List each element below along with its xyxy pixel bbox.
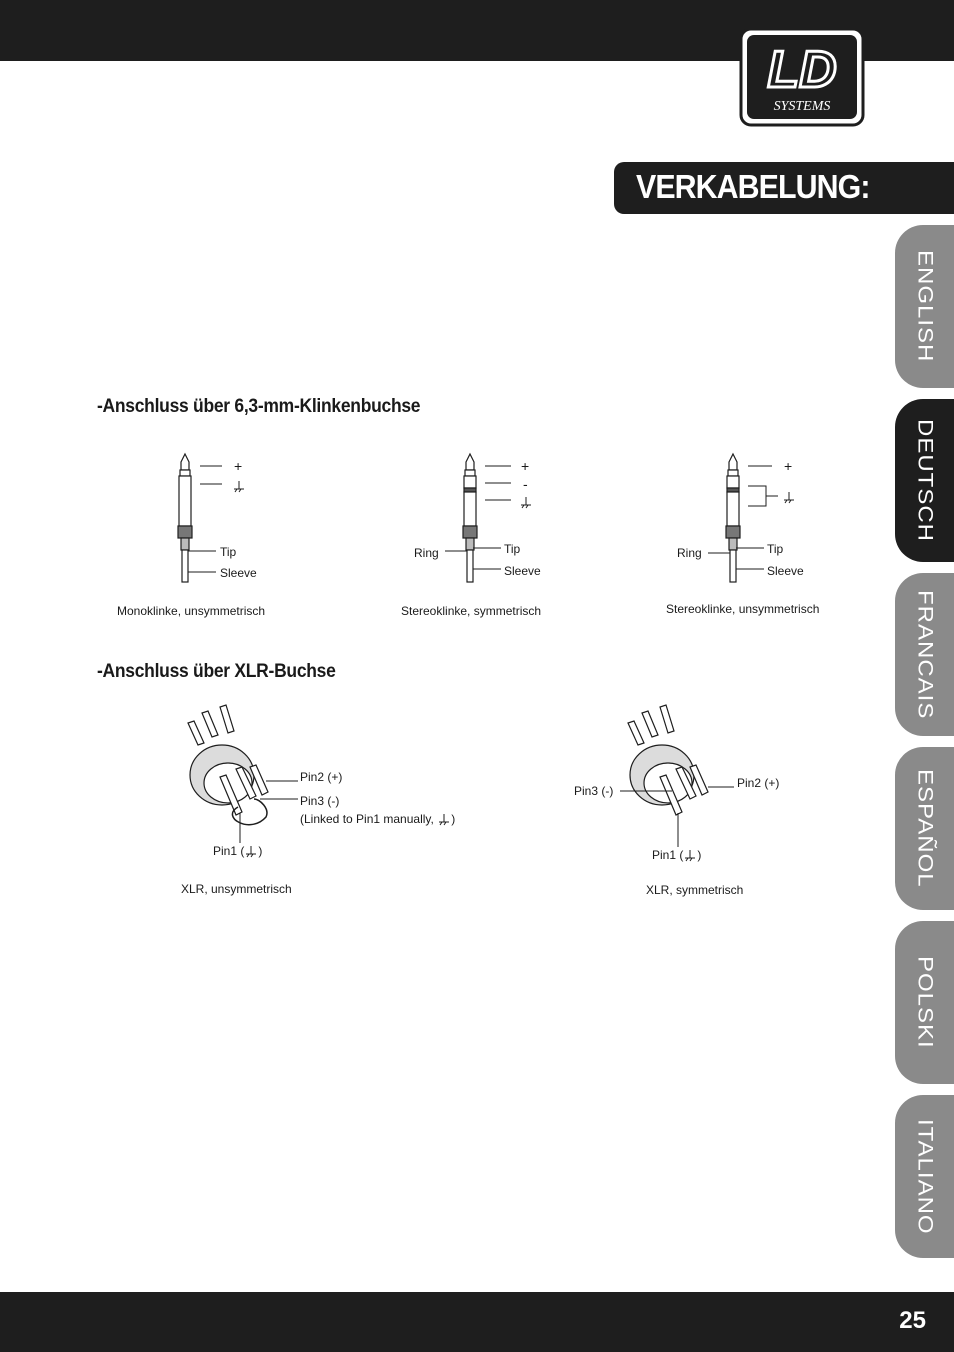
logo-sub-text: SYSTEMS	[773, 99, 831, 114]
tab-deutsch[interactable]: DEUTSCH	[895, 399, 954, 562]
xlr-unsym-linked-note: (Linked to Pin1 manually, )	[300, 812, 456, 826]
bottom-bar	[0, 1292, 954, 1352]
page-title: VERKABELUNG:	[636, 168, 870, 205]
xlr-sym-connector	[620, 695, 750, 845]
mono-plus-label: +	[234, 458, 243, 474]
mono-caption: Monoklinke, unsymmetrisch	[117, 604, 266, 618]
stereo-unsym-sleeve-label: Sleeve	[767, 564, 804, 578]
stereo-unsym-caption: Stereoklinke, unsymmetrisch	[666, 602, 820, 616]
stereo-unsym-plus-label: +	[784, 458, 793, 474]
tab-espanol[interactable]: ESPAÑOL	[895, 747, 954, 910]
stereo-sym-tip-label: Tip	[504, 542, 521, 556]
ground-icon	[437, 813, 451, 827]
stereo-sym-sleeve-label: Sleeve	[504, 564, 541, 578]
ground-icon	[234, 481, 244, 492]
ground-icon	[683, 849, 697, 863]
xlr-unsym-pin3-label: Pin3 (-)	[300, 794, 340, 808]
xlr-section-heading: -Anschluss über XLR-Buchse	[97, 661, 336, 682]
ground-icon	[784, 492, 794, 503]
jack-section-heading: -Anschluss über 6,3-mm-Klinkenbuchse	[97, 396, 421, 417]
xlr-sym-caption: XLR, symmetrisch	[646, 883, 744, 897]
tab-polski[interactable]: POLSKI	[895, 921, 954, 1084]
ld-systems-logo	[739, 27, 865, 127]
mono-tip-label: Tip	[220, 545, 237, 559]
tab-italiano[interactable]: ITALIANO	[895, 1095, 954, 1258]
ground-icon	[244, 845, 258, 859]
stereo-sym-ring-label: Ring	[414, 546, 439, 560]
mono-sleeve-label: Sleeve	[220, 566, 257, 580]
stereo-sym-caption: Stereoklinke, symmetrisch	[401, 604, 542, 618]
xlr-sym-pin3-label: Pin3 (-)	[574, 784, 614, 798]
logo-main-text: LD	[767, 41, 837, 99]
xlr-sym-pin2-label: Pin2 (+)	[737, 776, 780, 790]
ground-icon	[521, 497, 531, 508]
stereo-sym-minus-label: -	[523, 476, 528, 492]
xlr-sym-pin1-label: Pin1 ( )	[652, 848, 702, 862]
stereo-sym-plus-label: +	[521, 458, 530, 474]
xlr-unsym-connector	[180, 695, 310, 845]
xlr-unsym-caption: XLR, unsymmetrisch	[181, 882, 292, 896]
tab-english[interactable]: ENGLISH	[895, 225, 954, 388]
xlr-unsym-pin1-label: Pin1 ( )	[213, 844, 263, 858]
stereo-unsym-tip-label: Tip	[767, 542, 784, 556]
xlr-unsym-pin2-label: Pin2 (+)	[300, 770, 343, 784]
title-box	[614, 162, 954, 214]
page-number: 25	[899, 1307, 926, 1334]
stereo-unsym-ring-label: Ring	[677, 546, 702, 560]
tab-francais[interactable]: FRANCAIS	[895, 573, 954, 736]
